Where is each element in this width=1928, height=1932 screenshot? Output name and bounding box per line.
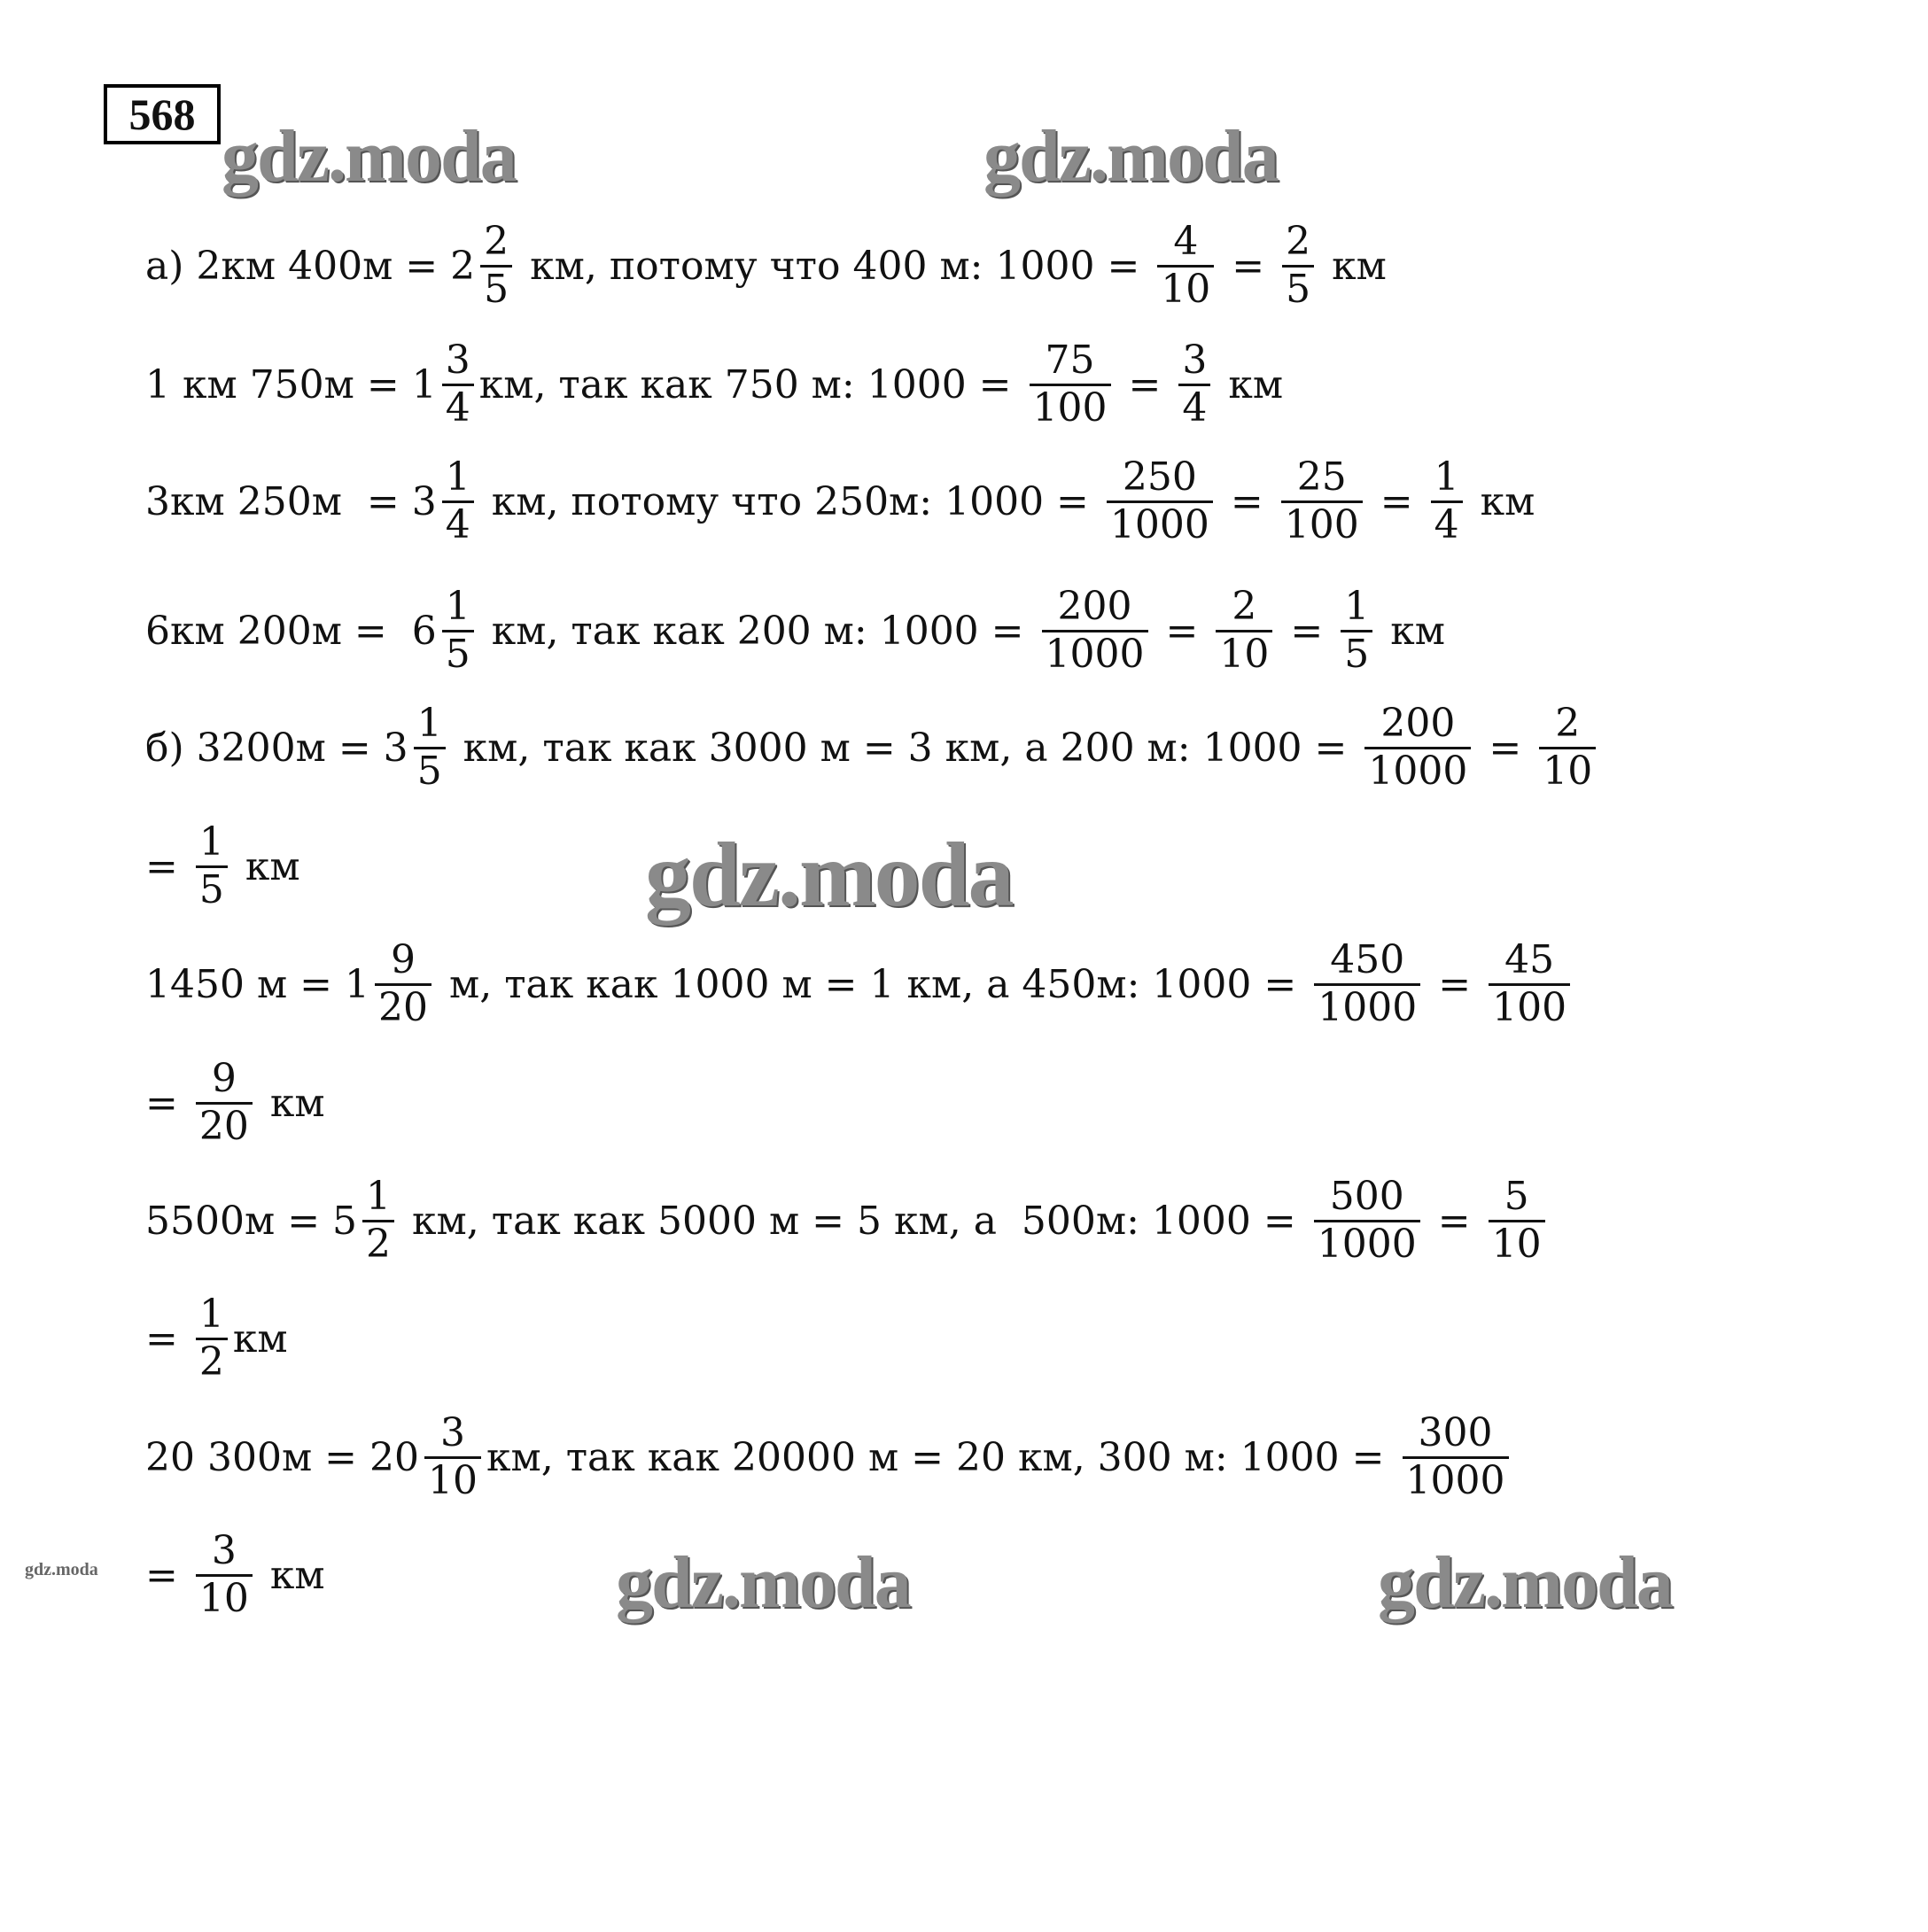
watermark: gdz.moda bbox=[25, 1560, 98, 1579]
fraction bbox=[362, 1175, 394, 1267]
text-segment: км bbox=[1216, 361, 1284, 407]
solution-line bbox=[145, 820, 300, 912]
text-segment: км bbox=[257, 1080, 325, 1126]
text-segment: км, так как 750 м: 1000 = bbox=[478, 361, 1024, 407]
solution-line bbox=[145, 1292, 288, 1385]
denominator: 5 bbox=[1341, 630, 1372, 678]
fraction bbox=[1281, 455, 1363, 547]
solution-line bbox=[145, 1057, 325, 1149]
denominator: 1000 bbox=[1314, 983, 1420, 1031]
numerator: 1 bbox=[445, 584, 470, 629]
denominator: 10 bbox=[424, 1456, 481, 1504]
numerator: 1 bbox=[416, 701, 442, 746]
fraction bbox=[1489, 1175, 1545, 1267]
numerator: 500 bbox=[1329, 1174, 1404, 1219]
numerator: 3 bbox=[211, 1528, 237, 1573]
text-segment: 3км 250м = 3 bbox=[145, 478, 437, 524]
denominator: 2 bbox=[362, 1220, 394, 1268]
numerator: 25 bbox=[1296, 454, 1347, 500]
denominator: 5 bbox=[414, 747, 446, 795]
numerator: 75 bbox=[1045, 338, 1095, 383]
denominator: 1000 bbox=[1107, 500, 1213, 548]
task-number: 568 bbox=[104, 84, 221, 144]
fraction bbox=[1216, 585, 1272, 677]
denominator: 100 bbox=[1281, 500, 1363, 548]
text-segment: км, потому что 250м: 1000 = bbox=[478, 478, 1101, 524]
numerator: 450 bbox=[1330, 937, 1405, 982]
numerator: 200 bbox=[1057, 584, 1132, 629]
text-segment: км, так как 200 м: 1000 = bbox=[478, 608, 1037, 654]
fraction bbox=[1107, 455, 1213, 547]
denominator: 10 bbox=[196, 1574, 253, 1622]
text-segment: км bbox=[1319, 243, 1387, 289]
denominator: 4 bbox=[442, 500, 474, 548]
text-segment: км, так как 5000 м = 5 км, а 500м: 1000 = bbox=[400, 1198, 1309, 1244]
text-segment: км bbox=[232, 843, 300, 889]
fraction bbox=[196, 1292, 228, 1385]
fraction bbox=[442, 585, 474, 677]
fraction bbox=[1282, 220, 1314, 312]
text-segment: = bbox=[145, 843, 190, 889]
denominator: 10 bbox=[1216, 630, 1272, 678]
fraction bbox=[1030, 338, 1111, 431]
fraction bbox=[424, 1411, 481, 1503]
fraction bbox=[442, 455, 474, 547]
text-segment: = bbox=[1217, 478, 1276, 524]
numerator: 45 bbox=[1504, 937, 1555, 982]
text-segment: = bbox=[1426, 961, 1484, 1007]
fraction bbox=[480, 220, 512, 312]
text-segment: 1 км 750м = 1 bbox=[145, 361, 437, 407]
text-segment: км, так как 20000 м = 20 км, 300 м: 1000 = bbox=[486, 1434, 1397, 1480]
text-segment: = bbox=[1476, 725, 1535, 771]
text-segment: = bbox=[1425, 1198, 1483, 1244]
solution-line bbox=[145, 702, 1601, 794]
numerator: 1 bbox=[1344, 584, 1370, 629]
text-segment: 5500м = 5 bbox=[145, 1198, 358, 1244]
text-segment: км bbox=[257, 1552, 325, 1598]
numerator: 3 bbox=[1182, 338, 1208, 383]
numerator: 9 bbox=[391, 937, 416, 982]
denominator: 5 bbox=[442, 630, 474, 678]
numerator: 2 bbox=[1286, 219, 1311, 264]
denominator: 5 bbox=[1282, 265, 1314, 313]
fraction bbox=[1403, 1411, 1509, 1503]
solution-line bbox=[145, 220, 1387, 312]
denominator: 5 bbox=[196, 865, 228, 913]
fraction bbox=[1178, 338, 1210, 431]
numerator: 250 bbox=[1122, 454, 1197, 500]
fraction bbox=[1042, 585, 1148, 677]
watermark: gdz.moda bbox=[1378, 1541, 1672, 1624]
solution-line bbox=[145, 1411, 1514, 1503]
solution-line bbox=[145, 338, 1283, 431]
solution-line bbox=[145, 1175, 1551, 1267]
denominator: 10 bbox=[1539, 747, 1596, 795]
denominator: 4 bbox=[442, 384, 474, 431]
numerator: 2 bbox=[1555, 701, 1581, 746]
fraction bbox=[375, 938, 431, 1030]
fraction bbox=[1341, 585, 1372, 677]
text-segment: б) 3200м = 3 bbox=[145, 725, 408, 771]
solution-line bbox=[145, 455, 1535, 547]
fraction bbox=[196, 1057, 253, 1149]
fraction bbox=[442, 338, 474, 431]
numerator: 9 bbox=[211, 1056, 237, 1101]
denominator: 1000 bbox=[1042, 630, 1148, 678]
text-segment: м, так как 1000 м = 1 км, а 450м: 1000 = bbox=[437, 961, 1310, 1007]
fraction bbox=[1314, 1175, 1420, 1267]
text-segment: а) 2км 400м = 2 bbox=[145, 243, 476, 289]
fraction bbox=[196, 820, 228, 912]
denominator: 1000 bbox=[1403, 1456, 1509, 1504]
denominator: 100 bbox=[1489, 983, 1570, 1031]
fraction bbox=[414, 702, 446, 794]
text-segment: км, так как 3000 м = 3 км, а 200 м: 1000 = bbox=[450, 725, 1360, 771]
numerator: 300 bbox=[1418, 1410, 1493, 1455]
numerator: 3 bbox=[440, 1410, 466, 1455]
fraction bbox=[1314, 938, 1420, 1030]
text-segment: 20 300м = 20 bbox=[145, 1434, 420, 1480]
denominator: 2 bbox=[196, 1338, 228, 1385]
numerator: 4 bbox=[1173, 219, 1199, 264]
watermark: gdz.moda bbox=[616, 1541, 910, 1624]
numerator: 3 bbox=[445, 338, 470, 383]
denominator: 100 bbox=[1030, 384, 1111, 431]
numerator: 1 bbox=[198, 819, 224, 865]
denominator: 10 bbox=[1489, 1220, 1545, 1268]
denominator: 5 bbox=[480, 265, 512, 313]
numerator: 200 bbox=[1380, 701, 1456, 746]
numerator: 5 bbox=[1504, 1174, 1529, 1219]
fraction bbox=[1489, 938, 1570, 1030]
denominator: 4 bbox=[1178, 384, 1210, 431]
text-segment: = bbox=[145, 1080, 190, 1126]
numerator: 1 bbox=[198, 1292, 224, 1337]
fraction bbox=[1157, 220, 1214, 312]
text-segment: = bbox=[1153, 608, 1211, 654]
solution-line bbox=[145, 1529, 325, 1621]
numerator: 2 bbox=[484, 219, 509, 264]
numerator: 1 bbox=[445, 454, 470, 500]
denominator: 1000 bbox=[1364, 747, 1471, 795]
solution-line bbox=[145, 585, 1445, 677]
text-segment: км bbox=[1467, 478, 1535, 524]
fraction bbox=[1431, 455, 1463, 547]
text-segment: = bbox=[1367, 478, 1426, 524]
watermark: gdz.moda bbox=[983, 115, 1278, 198]
denominator: 1000 bbox=[1314, 1220, 1420, 1268]
denominator: 4 bbox=[1431, 500, 1463, 548]
denominator: 20 bbox=[196, 1102, 253, 1150]
text-segment: = bbox=[1278, 608, 1336, 654]
denominator: 10 bbox=[1157, 265, 1214, 313]
fraction bbox=[196, 1529, 253, 1621]
watermark: gdz.moda bbox=[645, 824, 1013, 926]
text-segment: = bbox=[145, 1315, 190, 1362]
text-segment: = bbox=[145, 1552, 190, 1598]
text-segment: 1450 м = 1 bbox=[145, 961, 370, 1007]
text-segment: 6км 200м = 6 bbox=[145, 608, 437, 654]
text-segment: км bbox=[232, 1315, 288, 1362]
numerator: 2 bbox=[1232, 584, 1257, 629]
solution-line bbox=[145, 938, 1575, 1030]
text-segment: км, потому что 400 м: 1000 = bbox=[517, 243, 1153, 289]
text-segment: = bbox=[1219, 243, 1278, 289]
numerator: 1 bbox=[1434, 454, 1459, 500]
fraction bbox=[1539, 702, 1596, 794]
text-segment: = bbox=[1116, 361, 1174, 407]
numerator: 1 bbox=[366, 1174, 392, 1219]
watermark: gdz.moda bbox=[222, 115, 516, 198]
text-segment: км bbox=[1378, 608, 1445, 654]
denominator: 20 bbox=[375, 983, 431, 1031]
fraction bbox=[1364, 702, 1471, 794]
